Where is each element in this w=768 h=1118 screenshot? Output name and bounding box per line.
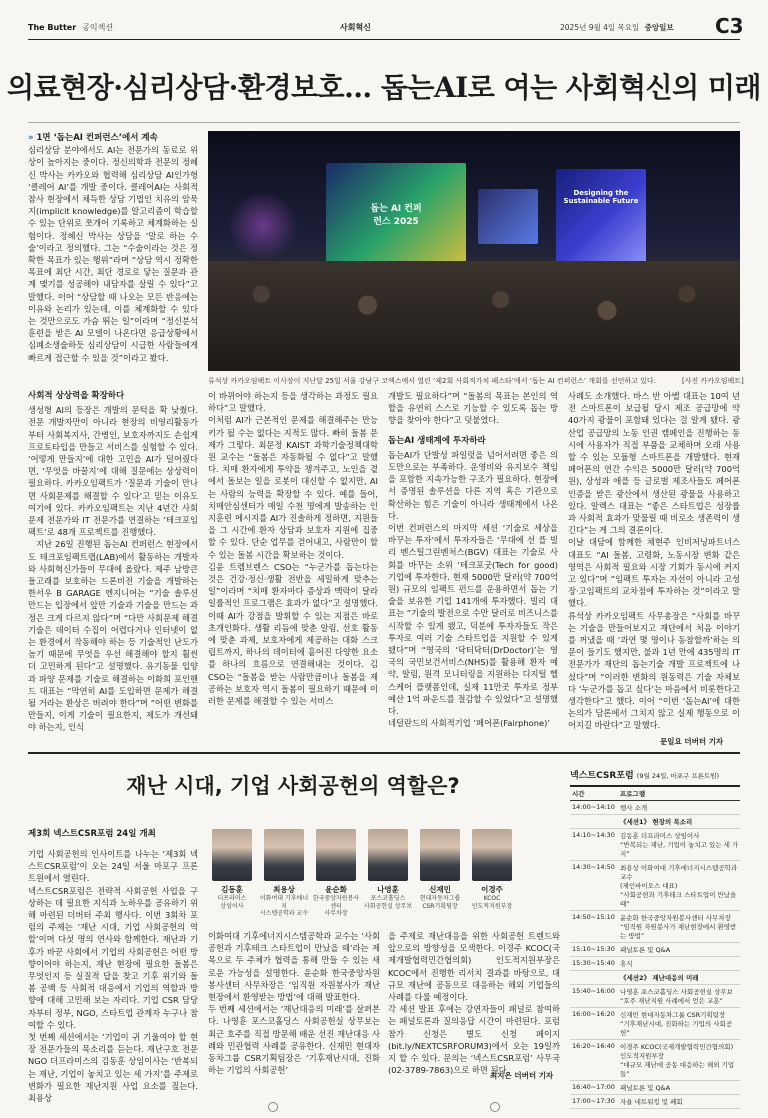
speaker-card	[420, 829, 460, 910]
schedule-row	[570, 1040, 740, 1081]
schedule-time: 15:30~15:40	[572, 959, 615, 967]
speaker-role: 이화여대 기후에너지 시스템공학과 교수	[259, 895, 309, 917]
article-column-2: 이 바뀌어야 하는지 등을 생각하는 과정도 필요하다”고 말했다. 이처럼 AI가 근본적인 문제를 해결해주는 만능키가 될 수는 없다는 지적도 많다. 빠히 돌봄 문제가 그렇다. 최문정 KAIST 과학기술정책대학원 교수는 “돌봄은 자동화될 수 없다”고 말했다. 치매 환자에게 투약을 챙겨주고, 노인을 곁에서 돌보는 일을 로봇이 대신할 수 없지만, AI는 사람의 능력을 확장할 수 있다. 예를 들어, 치매안심센터가 매일 수천 명에게 발송하는 인지훈련 메시지를 AI가 진솔하게 정하면, 지원들을 그 시간에 환자 상담과 보호자 지원에 집중할 수 있다. 단순 업무를 걷어내고, 사람만이 할 수 있는 돌봄 시간을 확보하는 것이다. 김윤 트렘브렌스 CSO는 “누군가를 돕는다는 것은 건강·정신·생활 전반을 세밀하게 맞추는 일”이라며 “치매 환자마다 증상과 맥락이 달라 일률적인 프로그램은 효과가 없다”고 설명했다. 이때 AI가 강점을 발휘할 수 있는 지점은 바로 초개인화다. 생활 리듬에 맞춘 알림, 선호 활동에 맞춘 과제, 보호자에게 제공하는 대화 스크립트까지, 하나의 데이터에 흩어진 다양한 요소를 하나의 흐름으로 연결해내는 것이다. 김 CSO는 “돌봄을 받는 사람만큼이나 돌봄을 제공하는 보호자 역시 돌봄이 필요하기 때문에 이러한 문제를 해결할 수 있는 서비스	[208, 391, 378, 707]
speaker-name: 나영훈	[377, 885, 399, 894]
schedule-program: 패널토론 및 Q&A	[620, 946, 671, 954]
speaker-card	[212, 829, 252, 910]
page-header	[0, 0, 768, 50]
photo-credit: [사진 카카오임팩트]	[682, 377, 744, 385]
kicker: » 1면 ‘돕는AI 컨퍼런스’에서 계속	[28, 133, 158, 143]
schedule-time: 16:20~16:40	[572, 1042, 615, 1050]
speaker-name: 이경주	[481, 885, 503, 894]
paragraph: 생성형 AI의 등장은 개발의 문턱을 확 낮췄다. 전문 개발자만이 아니라 현장의 비영리활동가부터 사회복지사, 간병인, 보호자까지도 손쉽게 프로토타입을 만들고 서비스를 실험할 수 있다. ‘어떻게 만들지’에 대한 고민을 AI가 덜어줬다면, ‘무엇을 바꿀지’에 대해 질문에는 상상력이 필요하다. 카카오임팩트가 ‘질문과 기술이 만나면 사회문제를 해결할 수 있다’고 믿는 이유도 여기에 있다. 카카오임팩트는 지난 4년간 사회문제 전문가와 IT 전문가를 연결하는 ‘테크포임팩트’로 48개 프로젝트를 진행했다.	[28, 405, 198, 538]
schedule-program: 행사 소개	[620, 804, 648, 812]
schedule-time: 16:40~17:00	[572, 1083, 615, 1091]
schedule-row	[570, 801, 740, 815]
article-column-1-top	[28, 132, 198, 364]
stage-screen-mid	[478, 189, 538, 244]
registration-mark	[268, 1102, 278, 1112]
speaker-card	[472, 829, 512, 910]
forum-byline: 최지은 더버터 기자	[490, 1071, 554, 1080]
schedule-time: 14:10~14:30	[572, 831, 615, 839]
date-line: 2025년 9월 4일 목요일 중앙일보	[560, 23, 674, 32]
speaker-photo	[316, 829, 356, 881]
speaker-role: 한국중앙자원봉사센터 사무차장	[312, 895, 360, 917]
schedule-program: 휴식	[620, 960, 633, 968]
speaker-card	[259, 829, 309, 918]
speaker-name: 최용상	[273, 885, 295, 894]
article-column-4: 사례도 소개했다. 바스 반 아벨 대표는 10여 년 전 스마트폰이 보급될 당시 제조 공급망에 약 40가지 광물이 포함돼 있다는 걸 알게 됐다. 광산업 공급망의 노동 인권 캠페인을 진행하는 동시에 사용자가 직접 부품을 교체하며 오래 사용할 수 있는 모듈형 스마트폰을 개발했다. 현재 페어폰의 연간 수익은 5000만 달러(약 700억원), 상성과 애플 등 글로벌 제조사들도 페어폰 인증을 받은 광산에서 생산된 광물을 사용하고 있다. 알렉스 대표는 “좋은 스타트업은 성장률과 사회적 효과가 맞물릴 때 비로소 생존력이 생긴다”는 게 그의 결론이다. 이날 대담에 함께한 채현주 인비저닝파트너스 대표도 “AI 돌봄, 고령화, 노동시장 변화 같은 영역은 사회적 필요와 시장 기회가 동시에 커지고 있다”며 “임팩트 투자는 자선이 아니라 고성장·고임팩트의 교차점에 투자하는 것”이라고 말했다. 류석상 카카오임팩트 사무총장은 “사회를 바꾸는 기술을 만들어보지고 재단에서 처음 이야기를 꺼냈을 때 ‘과연 몇 명이나 동참할까’하는 의문이 들기도 했지만, 불과 1년 만에 435명의 IT전문가가 재단의 돕는기술 개발 프로젝트에 나섰다”며 “이러한 변화의 원동력은 기술 자체보다 ‘누군가를 돕고 싶다’는 마음에서 비롯한다고 생각한다”고 했다. 이어 “이번 ‘돕는AI’에 대한 논의가 담론에서 그치지 않고 실제 행동으로 이어지길 바란다”고 말했다.	[568, 391, 740, 731]
header-rule	[28, 39, 740, 40]
schedule-program: 윤순화 한국중앙자원봉사센터 사무차장 “임직원 자원봉사가 재난현장에서 환영받는 방법”	[620, 914, 737, 940]
schedule-program: 《세션1》 현장의 목소리	[620, 818, 693, 826]
stage-light	[228, 191, 298, 261]
schedule-row	[570, 861, 740, 911]
forum-headline: 재난 시대, 기업 사회공헌의 역할은?	[126, 774, 460, 798]
subheading-2: 돕는AI 생태계에 투자하라	[388, 435, 486, 446]
schedule-time	[570, 815, 620, 828]
schedule-row	[570, 957, 740, 971]
paragraph: 지난 26일 진행된 돕는AI 컨퍼런스 현장에서도 테크포임팩트랩(LAB)에서 활동하는 개발자와 사회혁신가들이 무대에 올랐다. 제주 남방큰돌고래를 보호하는 드론비전 기술을 개발하는 한서우 B GARAGE 엔지니어는 “기술 솔루션 만드는 입장에서 앞만 기술과 기술을 만드는 과정은 크게 다르지 않다”며 “다만 사회문제 해결 기술은 데이터 수집이 어렵다거나 인터넷이 없는 환경에서 작동해야 하는 등 기술적인 난도가 높기 때문에 무엇을 우선 해결해야 할지 훨씬 더 고민하게 된다”고 설명했다. 유기동물 입양과 파양 문제를 기술로 해결하는 이화희 포인핸드 대표는 “막연히 AI를 도입하면 문제가 해결될 거라는 환상은 버려야 한다”며 “어떤 변화를 만들지, 이게 기술이 필요한지, 제도가 개선돼야 하는지, 인식	[28, 539, 198, 733]
forum-subtitle: 제3회 넥스트CSR포럼 24일 개최	[28, 829, 156, 839]
forum-intro: 기업 사회공헌의 인사이트를 나누는 ‘제3회 넥스트CSR포럼’이 오는 24일 서울 마포구 프론트원에서 열린다. 넥스트CSR포럼은 전략적 사회공헌 사업을 구상하는 데 필요한 지식과 노하우를 공유하기 위해 마련된 더버터 주최 행사다. 이번 3회차 포럼의 주제는 ‘재난 시대, 기업 사회공헌의 역할’이며 다섯 명의 연사와 함께한다. 재난과 기후가 바꾼 사회에서 기업의 사회공헌은 어떤 방향이어야 하는지, 재난 현장에 필요한 돌봄은 무엇인지 등 실질적 답을 찾고 기후 위기와 돌봄 공백 등 사회적 대응에서 기업의 역할과 방향에 대해 고민해 보는 자리다. 기업 CSR 담당자부터 정부, NGO, 스타트업 관계자 누구나 참여할 수 있다. 첫 번째 세션에서는 ‘기업이 귀 기울여야 할 현장 전문가들의 목소리를 듣는다. 재난구호 전문 NGO 더프라미스의 김동훈 상임이사는 ‘반복되는 재난, 기업이 놓치고 있는 세 가지’를 주제로 변화가 필요한 재난지원 사업 요소를 짚는다. 최용상	[28, 849, 198, 1104]
schedule-program: 최용상 이화여대 기후에너지시스템공학과 교수 (제인바이오스 대표) “사회공헌과 기후테크 스타트업이 만났을 때”	[620, 864, 738, 908]
schedule-row	[570, 829, 740, 861]
schedule-row	[570, 1008, 740, 1040]
schedule-time: 14:30~14:50	[572, 863, 615, 871]
speaker-role: 더프라미스 상임이사	[217, 895, 247, 910]
page-number: C3	[715, 14, 744, 38]
schedule-row	[570, 1081, 740, 1095]
speaker-name: 김동훈	[221, 885, 243, 894]
schedule-program: 신재민 현대자동차그룹 CSR기획팀장 “기후재난시대, 진화하는 기업의 사회공헌”	[620, 1011, 733, 1037]
speaker-photo	[368, 829, 408, 881]
speaker-photo	[264, 829, 304, 881]
speaker-card	[363, 829, 413, 910]
screen-right-text: Designing the Sustainable Future	[563, 189, 639, 205]
speaker-photo	[212, 829, 252, 881]
subheading-1: 사회적 상상력을 확장하다	[28, 391, 125, 401]
byline: 문일요 더버터 기자	[660, 737, 724, 746]
schedule-table	[570, 787, 740, 1109]
schedule-time: 14:50~15:10	[572, 913, 615, 921]
audience	[208, 261, 740, 371]
schedule-time: 16:00~16:20	[572, 1010, 615, 1018]
schedule-program: 김동훈 더프라미스 상임이사 “반복되는 재난, 기업이 놓치고 있는 세 가지”	[620, 832, 739, 858]
schedule-program: 《세션2》 재난대응의 미래	[620, 974, 699, 982]
photo-caption: 류석상 카카오임팩트 이사장이 지난달 25일 서울 강남구 코엑스에서 열린 ‘제2회 사회적가치 페스타’에서 ‘돕는 AI 컨퍼런스’ 개회를 선언하고 있다.	[208, 377, 656, 385]
paragraph: 개발도 필요하다”며 “돌봄의 목표는 본인의 역할을 유연히 스스로 기능할 수 있도록 돕는 방향을 찾아야 한다”고 덧붙였다.	[388, 391, 558, 426]
speaker-card	[312, 829, 360, 918]
schedule-row	[570, 1095, 740, 1109]
speaker-role: 포스코홀딩스 사회공헌실 상무보	[363, 895, 413, 910]
main-headline: 의료현장·심리상담·환경보호… 돕는AI로 여는 사회혁신의 미래	[7, 71, 761, 104]
speaker-name: 윤순화	[325, 885, 347, 894]
schedule-time: 14:00~14:10	[572, 803, 615, 811]
schedule-box	[570, 768, 740, 1109]
schedule-row	[570, 943, 740, 957]
paragraph: 돕는AI가 단발성 파일럿을 넘어서려면 좋은 의도만으로는 부족하다. 운영비와 유지보수 책임을 포함한 지속가능한 구조가 필요하다. 현장에서 증명된 솔루션을 다른 지역 혹은 기관으로 확산하는 힘은 기술이 아니라 생태계에서 나온다. 이번 컨퍼런스의 마지막 세션 ‘기술로 세상을 바꾸는 투자’에서 투자자들은 ‘무대에 선 플 빌리 벤스틸그린벤처스(BGV) 대표는 기술로 사회를 바꾸는 소위 ‘테크포굿(Tech for good) 기업에 투자한다. 현재 5000만 달러(약 700억원) 규모의 임팩트 펀드를 운용하면서 돕는 기술을 보유한 기업 141개에 투자했다. 빌리 대표는 “기술의 발전으로 수만 달러로 비즈니스를 시작할 수 있게 됐고, 덕분에 투자자들도 작은 투자로 여러 기술 스타트업을 지원할 수 있게 됐다”며 “영국의 ‘닥터닥터(DrDoctor)’는 영국의 국민보건서비스(NHS)를 활용해 환자 예약, 알림, 원격 모니터링을 지원하는 디지털 헬스케어 플랫폼인데, 실제 11만곳 투자로 정부 예산 1억 파운드를 절감할 수 있었다”고 설명했다. 네덜란드의 사회적기업 ‘페어폰(Fairphone)’	[388, 449, 558, 729]
schedule-time: 15:10~15:30	[572, 945, 615, 953]
schedule-row	[570, 815, 740, 829]
speaker-photo	[420, 829, 460, 881]
section-name: 사회혁신	[340, 23, 371, 32]
screen-text: 돕는 AI 컨퍼런스 2025	[370, 204, 422, 227]
speaker-role: KCOC 인도적지원부장	[471, 895, 513, 910]
section-divider	[28, 752, 740, 754]
schedule-time	[570, 971, 620, 984]
registration-mark	[490, 1102, 500, 1112]
schedule-program: 자율 네트워킹 및 폐회	[620, 1098, 683, 1106]
lead-paragraph: 심리상담 분야에서도 AI는 전문가의 동료로 위상이 높아지는 중이다. 정신의학과 전문의 정혜신 박사는 카카오와 협력해 심리상담 AI인가형 ‘클레어 AI’를 개발 중이다. 클레어AI는 사회적 참사 현장에서 체득한 상담 기법인 치유의 암묵지(implicit knowledge)를 알고리즘이 학습할 수 있는 단위로 쪼개어 기록하고 체계화하는 실험이다. 정혜신 박사는 상담을 ‘말로 하는 수술’이라고 정의했다. 그는 “수술이라는 것은 정확한 목표가 있는 행위”라며 “상담 역시 정확한 목표에 최단 시간, 최단 경로로 닿는 질문과 관계 맺기를 성공해야 내담자를 살릴 수 있다”고 말했다. 이어 “상담할 때 나오는 모든 반응에는 이유와 논리가 있는데, 이를 체계화할 수 있다는 것만으로도 가슴 뛰는 일”이라며 “정신분석 훈련을 받은 AI 모델이 나온다면 응급상황에서 심폐소생술하듯 심리상담이 시급한 사람들에게 빠르게 접근할 수 있을 것”이라고 봤다.	[28, 145, 198, 363]
schedule-program: 나영훈 포스코홀딩스 사회공헌실 상무보 “호주 재난지원 사례에서 얻은 교훈”	[620, 988, 733, 1005]
article-column-3	[388, 390, 558, 729]
brand: The Butter 공익섹션	[28, 23, 114, 32]
forum-column-3: 을 주제로 재난대응을 위한 사회공헌 트렌드와 앞으로의 방향성을 모색한다. 이경주 KCOC(국제개발협력민간협의회) 인도적지원부장은 KCOC에서 진행한 리서치 결과를 바탕으로, 대규모 재난에 공동으로 대응하는 해외 기업들의 사례를 다룰 예정이다. 각 세션 발표 후에는 강연자들이 패널로 참여하는 패널토론과 질의응답 시간이 마련된다. 포럼 참가 신청은 별도 신청 페이지(bit.ly/NEXTCSRFORUM3)에서 오는 19일까지 할 수 있다. 문의는 ‘넥스트CSR포럼’ 사무국(02-3789-7863)으로 하면 된다.	[388, 931, 560, 1076]
schedule-row	[570, 911, 740, 943]
speaker-role: 현대자동차그룹 CSR기획팀장	[419, 895, 461, 910]
title-rule	[28, 122, 740, 123]
schedule-program: 이경주 KCOC(국제개발협력민간협의회) 인도적지원부장 “대규모 재난에 공동 대응하는 해외 기업들”	[620, 1043, 735, 1078]
schedule-title: 넥스트CSR포럼 (9월 24일, 마포구 프론트원)	[570, 768, 740, 787]
schedule-time: 17:00~17:30	[572, 1097, 615, 1105]
speaker-name: 신재민	[429, 885, 451, 894]
schedule-row	[570, 985, 740, 1008]
schedule-time: 15:40~16:00	[572, 987, 615, 995]
schedule-header: 시간 프로그램	[570, 787, 740, 801]
speaker-photo	[472, 829, 512, 881]
conference-photo	[208, 131, 740, 371]
forum-column-2: 이화여대 기후에너지시스템공학과 교수는 ‘사회공헌과 기후테크 스타트업이 만났을 때’라는 제목으로 두 주체가 협력을 통해 만들 수 있는 새로운 가능성을 설명한다. 윤순화 한국중앙자원봉사센터 사무차장은 ‘임직원 자원봉사가 재난현장에서 환영받는 방법’에 대해 발표한다. 두 번째 세션에서는 ‘재난대응의 미래’를 살펴본다. 나영훈 포스코홀딩스 사회공헌실 상무보는 최근 호주를 직접 방문해 배운 선진 재난대응 사례와 민관협력 사례를 공유한다. 신재민 현대자동차그룹 CSR기획팀장은 ‘기후재난시대, 진화하는 기업의 사회공헌’	[208, 931, 380, 1076]
article-column-1-bottom	[28, 388, 198, 734]
schedule-program: 패널토론 및 Q&A	[620, 1084, 671, 1092]
schedule-row	[570, 971, 740, 985]
